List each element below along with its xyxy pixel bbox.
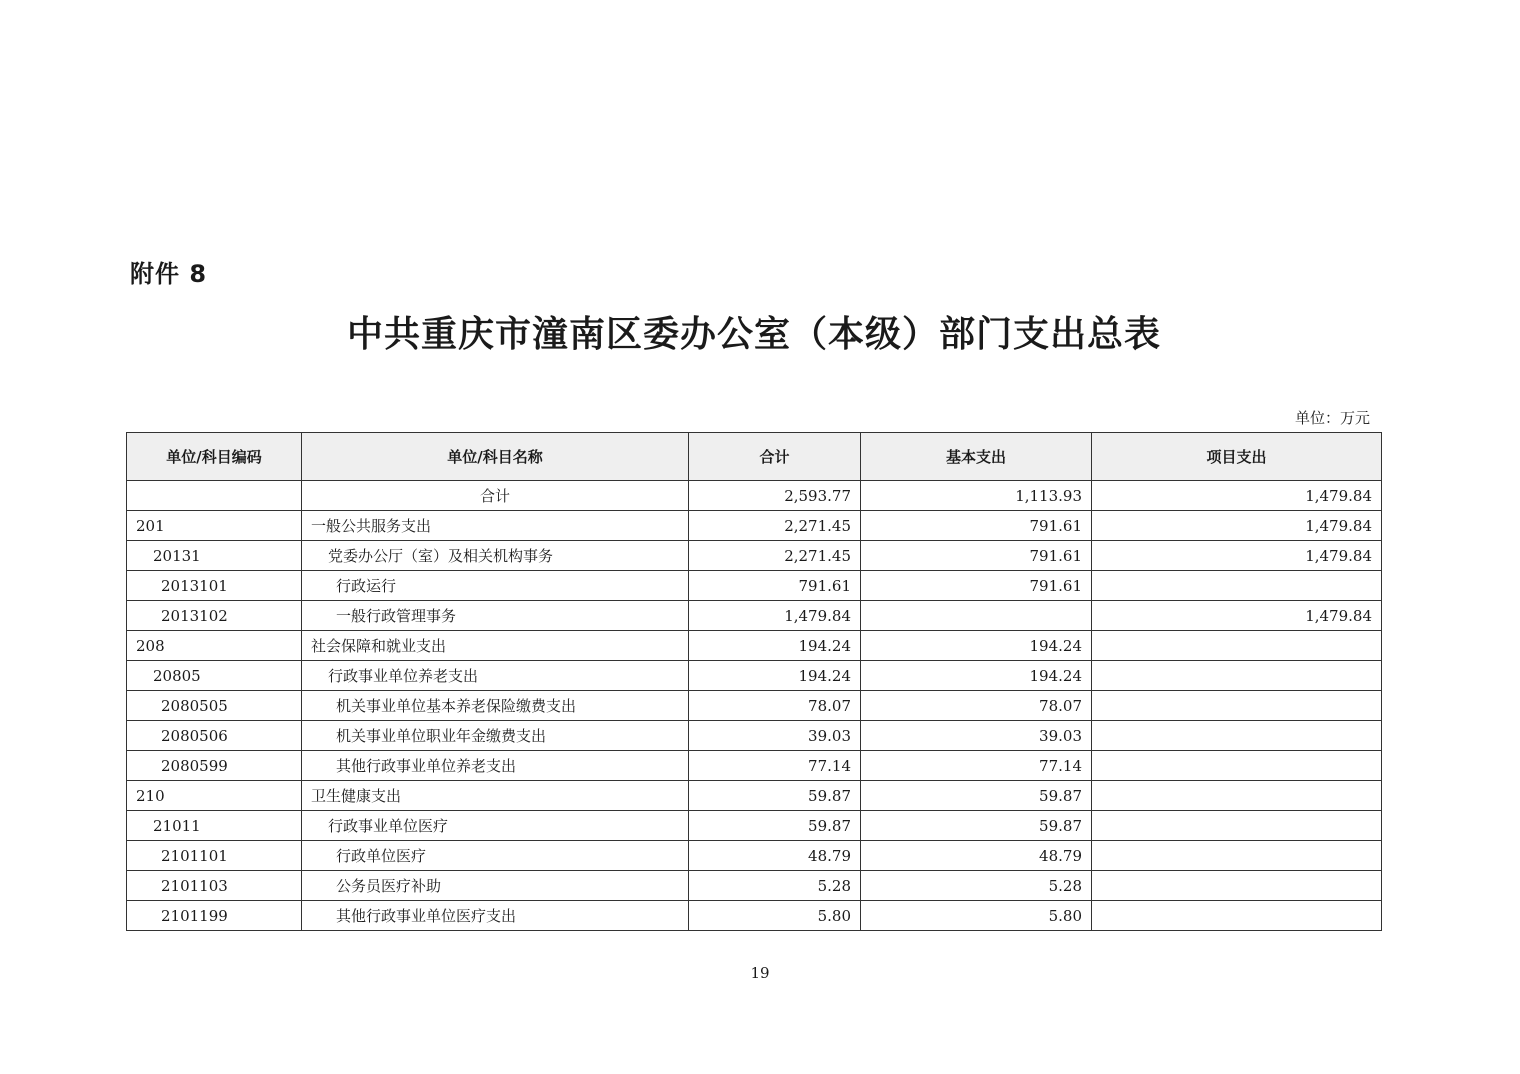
cell-code: 2080506 — [127, 721, 302, 751]
table-row — [127, 601, 1382, 631]
cell-basic: 5.28 — [861, 871, 1092, 901]
cell-project: 1,479.84 — [1092, 481, 1382, 511]
cell-basic: 194.24 — [861, 661, 1092, 691]
table-row — [127, 811, 1382, 841]
unit-label: 单位：万元 — [1294, 409, 1370, 427]
cell-project — [1092, 721, 1382, 751]
cell-total: 78.07 — [689, 691, 861, 721]
table-row — [127, 751, 1382, 781]
cell-code: 2013101 — [127, 571, 302, 601]
table-body — [127, 481, 1382, 931]
cell-code: 2080599 — [127, 751, 302, 781]
cell-code: 21011 — [127, 811, 302, 841]
cell-name: 其他行政事业单位医疗支出 — [302, 901, 689, 931]
cell-total: 1,479.84 — [689, 601, 861, 631]
cell-name: 行政单位医疗 — [302, 841, 689, 871]
cell-name: 卫生健康支出 — [302, 781, 689, 811]
table-row — [127, 631, 1382, 661]
cell-code: 2101101 — [127, 841, 302, 871]
cell-code: 2013102 — [127, 601, 302, 631]
cell-project — [1092, 661, 1382, 691]
cell-total: 5.28 — [689, 871, 861, 901]
cell-project — [1092, 571, 1382, 601]
cell-name: 公务员医疗补助 — [302, 871, 689, 901]
cell-total: 48.79 — [689, 841, 861, 871]
page-number: 19 — [750, 964, 770, 982]
cell-project: 1,479.84 — [1092, 541, 1382, 571]
cell-name: 行政事业单位养老支出 — [302, 661, 689, 691]
cell-project — [1092, 751, 1382, 781]
cell-basic: 78.07 — [861, 691, 1092, 721]
table-header-row — [127, 433, 1382, 481]
header-name: 单位/科目名称 — [302, 433, 689, 481]
cell-name: 机关事业单位基本养老保险缴费支出 — [302, 691, 689, 721]
cell-total: 39.03 — [689, 721, 861, 751]
table-row — [127, 841, 1382, 871]
cell-basic: 791.61 — [861, 571, 1092, 601]
cell-total: 2,271.45 — [689, 511, 861, 541]
table-row — [127, 871, 1382, 901]
table-row — [127, 691, 1382, 721]
cell-name: 合计 — [302, 481, 689, 511]
cell-name: 一般行政管理事务 — [302, 601, 689, 631]
cell-code: 2080505 — [127, 691, 302, 721]
cell-project — [1092, 901, 1382, 931]
cell-code: 20131 — [127, 541, 302, 571]
cell-basic: 1,113.93 — [861, 481, 1092, 511]
cell-code: 2101199 — [127, 901, 302, 931]
cell-total: 194.24 — [689, 631, 861, 661]
cell-total: 194.24 — [689, 661, 861, 691]
expenditure-table — [126, 432, 1382, 931]
cell-basic: 194.24 — [861, 631, 1092, 661]
cell-code: 208 — [127, 631, 302, 661]
table-row — [127, 481, 1382, 511]
cell-basic: 77.14 — [861, 751, 1092, 781]
cell-code: 201 — [127, 511, 302, 541]
cell-basic: 791.61 — [861, 541, 1092, 571]
page-title: 中共重庆市潼南区委办公室（本级）部门支出总表 — [346, 313, 1161, 355]
cell-project — [1092, 781, 1382, 811]
header-code: 单位/科目编码 — [127, 433, 302, 481]
cell-basic — [861, 601, 1092, 631]
cell-basic: 59.87 — [861, 781, 1092, 811]
cell-code: 20805 — [127, 661, 302, 691]
cell-total: 791.61 — [689, 571, 861, 601]
cell-name: 机关事业单位职业年金缴费支出 — [302, 721, 689, 751]
table-row — [127, 571, 1382, 601]
cell-code: 2101103 — [127, 871, 302, 901]
table-row — [127, 661, 1382, 691]
cell-name: 一般公共服务支出 — [302, 511, 689, 541]
header-project: 项目支出 — [1092, 433, 1382, 481]
table-row — [127, 511, 1382, 541]
cell-total: 59.87 — [689, 781, 861, 811]
header-total: 合计 — [689, 433, 861, 481]
cell-name: 党委办公厅（室）及相关机构事务 — [302, 541, 689, 571]
cell-project — [1092, 811, 1382, 841]
cell-total: 59.87 — [689, 811, 861, 841]
table-row — [127, 721, 1382, 751]
cell-project — [1092, 871, 1382, 901]
cell-total: 5.80 — [689, 901, 861, 931]
cell-total: 2,593.77 — [689, 481, 861, 511]
cell-project — [1092, 691, 1382, 721]
cell-basic: 59.87 — [861, 811, 1092, 841]
cell-project: 1,479.84 — [1092, 511, 1382, 541]
cell-basic: 39.03 — [861, 721, 1092, 751]
table-row — [127, 541, 1382, 571]
attachment-label: 附件 8 — [130, 260, 208, 288]
cell-basic: 791.61 — [861, 511, 1092, 541]
cell-name: 社会保障和就业支出 — [302, 631, 689, 661]
cell-total: 2,271.45 — [689, 541, 861, 571]
cell-project — [1092, 841, 1382, 871]
table-row — [127, 781, 1382, 811]
cell-project — [1092, 631, 1382, 661]
cell-total: 77.14 — [689, 751, 861, 781]
cell-name: 行政运行 — [302, 571, 689, 601]
cell-basic: 5.80 — [861, 901, 1092, 931]
header-basic: 基本支出 — [861, 433, 1092, 481]
cell-code: 210 — [127, 781, 302, 811]
cell-project: 1,479.84 — [1092, 601, 1382, 631]
cell-basic: 48.79 — [861, 841, 1092, 871]
cell-name: 行政事业单位医疗 — [302, 811, 689, 841]
cell-code — [127, 481, 302, 511]
table-row — [127, 901, 1382, 931]
cell-name: 其他行政事业单位养老支出 — [302, 751, 689, 781]
